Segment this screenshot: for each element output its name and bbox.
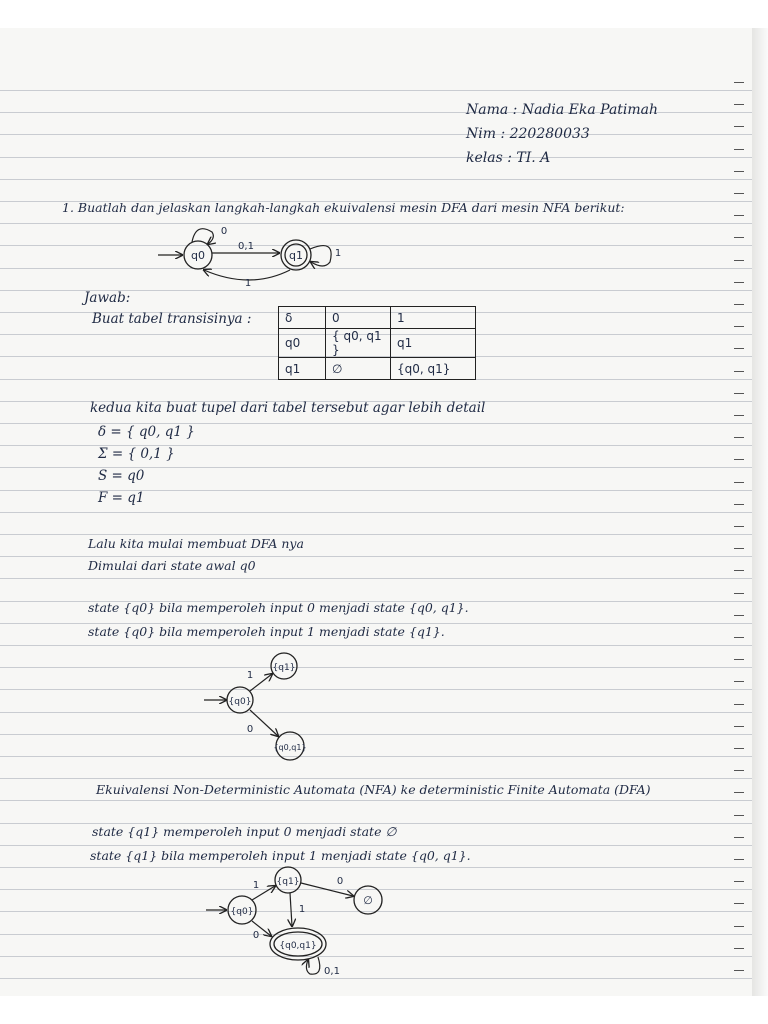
- margin-tick: [734, 482, 744, 483]
- margin-tick: [734, 615, 744, 616]
- margin-tick: [734, 926, 744, 927]
- ruled-line: [0, 134, 752, 135]
- margin-tick: [734, 171, 744, 172]
- ruled-line: [0, 179, 752, 180]
- nfa-loop-q0-label: 0: [220, 226, 228, 237]
- nfa-state-q0-label: q0: [191, 249, 205, 262]
- margin-tick: [734, 881, 744, 882]
- margin-tick: [734, 82, 744, 83]
- dfa2-state-empty-label: ∅: [363, 894, 373, 907]
- notebook-page: [0, 28, 752, 996]
- ruled-line: [0, 845, 752, 846]
- margin-tick: [734, 792, 744, 793]
- nfa-state-q1-label: q1: [289, 249, 303, 262]
- margin-tick: [734, 326, 744, 327]
- ruled-line: [0, 245, 752, 246]
- ruled-line: [0, 689, 752, 690]
- equivalence-line: Ekuivalensi Non-Deterministic Automata (NFA) ke deterministic Finite Automata (DFA): [96, 782, 651, 797]
- transition-table: [278, 306, 476, 380]
- q1-transition-line: state {q1} bila memperoleh input 1 menjadi state {q0, q1}.: [90, 848, 471, 863]
- table-cell: {q0, q1}: [391, 358, 476, 380]
- margin-tick: [734, 815, 744, 816]
- margin-tick: [734, 948, 744, 949]
- student-nim: Nim : 220280033: [466, 126, 590, 142]
- dfa2-loop-q0q1-label: 0,1: [324, 966, 340, 976]
- margin-tick: [734, 459, 744, 460]
- margin-tick: [734, 593, 744, 594]
- ruled-line: [0, 778, 752, 779]
- dfa-step1-diagram: [200, 646, 330, 762]
- tuple-line: Σ = { 0,1 }: [98, 446, 175, 462]
- margin-tick: [734, 415, 744, 416]
- ruled-line: [0, 578, 752, 579]
- tuple-line: F = q1: [98, 490, 145, 506]
- ruled-line: [0, 756, 752, 757]
- dfa2-state-q1-label: {q1}: [276, 877, 300, 887]
- table-cell: q0: [279, 329, 326, 358]
- margin-tick: [734, 193, 744, 194]
- nfa-edge-q0-q1-label: 0,1: [238, 241, 254, 252]
- margin-tick: [734, 548, 744, 549]
- tuple-line: δ = { q0, q1 }: [98, 424, 195, 440]
- q1-transition-line: state {q1} memperoleh input 0 menjadi state ∅: [92, 824, 397, 839]
- ruled-line: [0, 734, 752, 735]
- ruled-line: [0, 157, 752, 158]
- nfa-loop-q1: [310, 246, 331, 266]
- table-header-cell: δ: [279, 307, 326, 329]
- question-text: 1. Buatlah dan jelaskan langkah-langkah ekuivalensi mesin DFA dari mesin NFA berikut:: [62, 200, 625, 215]
- student-name: Nama : Nadia Eka Patimah: [466, 102, 659, 118]
- table-header-cell: 1: [391, 307, 476, 329]
- margin-tick: [734, 837, 744, 838]
- dfa2-edge-q1-q0q1: [290, 893, 292, 926]
- margin-tick: [734, 770, 744, 771]
- margin-tick: [734, 570, 744, 571]
- tuple-intro: kedua kita buat tupel dari tabel tersebut agar lebih detail: [90, 400, 486, 416]
- nfa-edge-q1-q0-label: 1: [244, 278, 252, 288]
- ruled-line: [0, 534, 752, 535]
- dfa1-state-q0q1-label: {q0,q1}: [273, 743, 307, 752]
- margin-tick: [734, 304, 744, 305]
- margin-tick: [734, 104, 744, 105]
- margin-tick: [734, 215, 744, 216]
- margin-tick: [734, 748, 744, 749]
- dfa1-edge-bottom-label: 0: [246, 724, 254, 735]
- table-cell: { q0, q1 }: [326, 329, 391, 358]
- margin-tick: [734, 149, 744, 150]
- margin-tick: [734, 437, 744, 438]
- margin-tick: [734, 659, 744, 660]
- margin-tick: [734, 637, 744, 638]
- dfa2-state-q0q1-label: {q0,q1}: [279, 941, 317, 951]
- paper-edge: [752, 28, 768, 996]
- dfa2-edge-q0-q1-label: 1: [252, 880, 260, 891]
- margin-tick: [734, 237, 744, 238]
- dfa2-edge-q1-empty: [301, 883, 353, 896]
- margin-tick: [734, 970, 744, 971]
- margin-tick: [734, 282, 744, 283]
- answer-heading: Jawab:: [84, 290, 131, 306]
- table-header-row: [279, 307, 476, 329]
- margin-tick: [734, 681, 744, 682]
- dfa2-edge-q1-q0q1-label: 1: [298, 904, 306, 915]
- margin-tick: [734, 393, 744, 394]
- margin-tick: [734, 859, 744, 860]
- margin-tick: [734, 260, 744, 261]
- ruled-line: [0, 645, 752, 646]
- ruled-line: [0, 667, 752, 668]
- dfa2-loop-q0q1: [306, 957, 319, 974]
- margin-tick: [734, 371, 744, 372]
- table-intro: Buat tabel transisinya :: [92, 311, 252, 327]
- student-class: kelas : TI. A: [466, 150, 551, 166]
- table-cell: ∅: [326, 358, 391, 380]
- tuple-line: S = q0: [98, 468, 145, 484]
- margin-tick: [734, 526, 744, 527]
- dfa2-edge-q1-empty-label: 0: [336, 876, 344, 887]
- table-header-cell: 0: [326, 307, 391, 329]
- ruled-line: [0, 90, 752, 91]
- ruled-line: [0, 556, 752, 557]
- dfa-step2-diagram: [200, 864, 400, 976]
- ruled-line: [0, 712, 752, 713]
- dfa2-state-q0-label: {q0}: [230, 907, 254, 917]
- ruled-line: [0, 223, 752, 224]
- dfa1-edge-bottom: [250, 710, 278, 736]
- ruled-line: [0, 268, 752, 269]
- table-row: [279, 329, 476, 358]
- dfa-intro-line: Lalu kita mulai membuat DFA nya: [88, 536, 304, 551]
- ruled-line: [0, 800, 752, 801]
- dfa-intro-line: Dimulai dari state awal q0: [88, 558, 256, 573]
- q0-transition-line: state {q0} bila memperoleh input 0 menjadi state {q0, q1}.: [88, 600, 469, 615]
- margin-tick: [734, 126, 744, 127]
- margin-tick: [734, 504, 744, 505]
- q0-transition-line: state {q0} bila memperoleh input 1 menjadi state {q1}.: [88, 624, 445, 639]
- nfa-loop-q1-label: 1: [334, 248, 342, 259]
- dfa1-state-q0-label: {q0}: [228, 697, 252, 707]
- margin-tick: [734, 348, 744, 349]
- dfa2-edge-q0-q0q1-label: 0: [252, 930, 260, 941]
- dfa1-state-q1-label: {q1}: [272, 663, 296, 673]
- table-cell: q1: [279, 358, 326, 380]
- dfa1-edge-top: [250, 674, 272, 691]
- table-row: [279, 358, 476, 380]
- margin-tick: [734, 903, 744, 904]
- table-cell: q1: [391, 329, 476, 358]
- dfa1-edge-top-label: 1: [246, 670, 254, 681]
- margin-tick: [734, 726, 744, 727]
- ruled-line: [0, 978, 752, 979]
- ruled-line: [0, 512, 752, 513]
- margin-tick: [734, 704, 744, 705]
- nfa-diagram: [150, 218, 360, 288]
